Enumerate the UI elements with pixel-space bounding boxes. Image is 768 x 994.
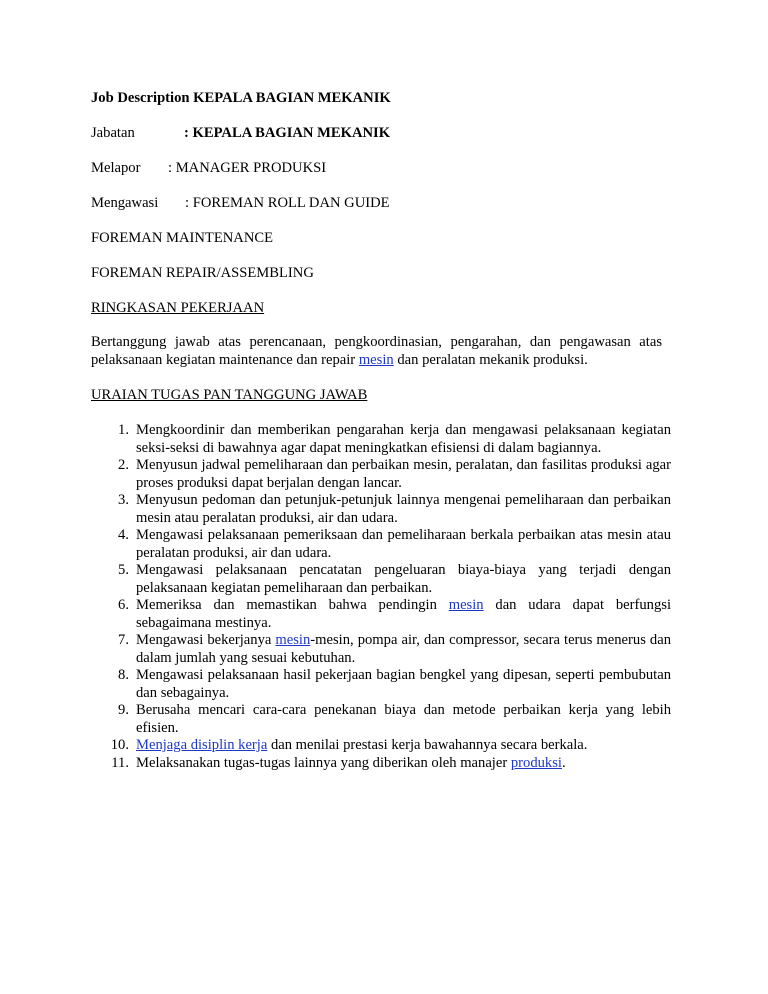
item-link-mesin[interactable]: mesin bbox=[275, 632, 311, 648]
field-jabatan-value: : KEPALA BAGIAN MEKANIK bbox=[184, 125, 391, 141]
item-text-end: dan udara dapat berfungsi sebagaimana mestinya. bbox=[136, 597, 672, 631]
item-text: Menyusun jadwal pemeliharaan dan perbaikan mesin, peralatan, dan fasilitas produksi agar proses produksi dapat berjalan dengan lancar. bbox=[136, 457, 671, 491]
item-number: 3. bbox=[118, 492, 129, 508]
extra-line-repair: FOREMAN REPAIR/ASSEMBLING bbox=[91, 265, 314, 281]
item-number: 4. bbox=[118, 527, 129, 543]
item-text-end: . bbox=[561, 754, 566, 771]
list-item bbox=[91, 755, 671, 773]
item-text: Menyusun pedoman dan petunjuk-petunjuk lainnya mengenai pemeliharaan dan perbaikan mesin atau peralatan produksi, air dan udara. bbox=[136, 492, 671, 526]
list-item bbox=[91, 457, 671, 492]
field-melapor bbox=[91, 160, 326, 178]
field-melapor-label: Melapor bbox=[91, 160, 141, 176]
extra-line-maintenance: FOREMAN MAINTENANCE bbox=[91, 230, 274, 246]
item-link-mesin[interactable]: mesin bbox=[448, 597, 484, 613]
item-number: 9. bbox=[118, 702, 129, 718]
duties-heading: URAIAN TUGAS PAN TANGGUNG JAWAB bbox=[91, 387, 368, 403]
item-text-end: dan menilai prestasi kerja bawahannya secara berkala. bbox=[267, 737, 588, 753]
item-text: Mengawasi bekerjanya bbox=[136, 632, 276, 648]
list-item bbox=[91, 492, 671, 527]
summary-text-end: dan peralatan mekanik produksi. bbox=[393, 351, 588, 368]
item-text: Memeriksa dan memastikan bahwa pendingin bbox=[136, 597, 449, 613]
summary-heading: RINGKASAN PEKERJAAN bbox=[91, 300, 265, 316]
item-text: Mengawasi pelaksanaan pencatatan pengeluaran biaya-biaya yang terjadi dengan pelaksanaan kegiatan pemeliharaan dan perbaikan. bbox=[136, 562, 671, 596]
list-item bbox=[91, 737, 671, 755]
item-text: Berusaha mencari cara-cara penekanan biaya dan metode perbaikan kerja yang lebih efisien. bbox=[136, 702, 671, 736]
item-text: Mengkoordinir dan memberikan pengarahan kerja dan mengawasi pelaksanaan kegiatan seksi-seksi di bawahnya agar dapat meningkatkan efisiensi di dalam bagiannya. bbox=[136, 422, 671, 456]
item-link-produksi[interactable]: produksi bbox=[510, 754, 562, 771]
item-number: 2. bbox=[118, 457, 129, 473]
duties-list bbox=[91, 422, 671, 772]
list-item bbox=[91, 562, 671, 597]
item-number: 11. bbox=[111, 754, 129, 771]
item-number: 8. bbox=[118, 667, 129, 683]
item-number: 5. bbox=[118, 562, 129, 578]
item-number: 7. bbox=[118, 632, 129, 648]
item-link-menjaga-disiplin-kerja[interactable]: Menjaga disiplin kerja bbox=[136, 737, 268, 753]
summary-link-mesin[interactable]: mesin bbox=[358, 351, 394, 368]
field-mengawasi bbox=[91, 195, 390, 213]
field-jabatan-label: Jabatan bbox=[91, 125, 135, 141]
field-melapor-value: : MANAGER PRODUKSI bbox=[168, 160, 327, 176]
item-number: 10. bbox=[110, 737, 129, 753]
item-number: 6. bbox=[118, 597, 129, 613]
document-title: Job Description KEPALA BAGIAN MEKANIK bbox=[91, 90, 391, 106]
item-text: Mengawasi pelaksanaan pemeriksaan dan pemeliharaan berkala perbaikan atas mesin atau peralatan produksi, air dan udara. bbox=[136, 527, 671, 561]
item-text-end: -mesin, pompa air, dan compressor, secara terus menerus dan dalam jumlah yang sesuai kebutuhan. bbox=[136, 632, 671, 666]
field-jabatan bbox=[91, 125, 390, 143]
field-mengawasi-value: : FOREMAN ROLL DAN GUIDE bbox=[185, 195, 390, 211]
list-item bbox=[91, 702, 671, 737]
list-item bbox=[91, 632, 671, 667]
list-item bbox=[91, 422, 671, 457]
item-number: 1. bbox=[118, 422, 129, 438]
item-text: Melaksanakan tugas-tugas lainnya yang diberikan oleh manajer bbox=[136, 754, 511, 771]
list-item bbox=[91, 527, 671, 562]
summary-text: Bertanggung jawab atas perencanaan, pengkoordinasian, pengarahan, dan pengawasan atas pelaksanaan kegiatan maintenance dan repair bbox=[91, 334, 662, 368]
list-item bbox=[91, 597, 671, 632]
list-item bbox=[91, 667, 671, 702]
summary-paragraph bbox=[91, 334, 662, 369]
item-text: Mengawasi pelaksanaan hasil pekerjaan bagian bengkel yang dipesan, seperti pembubutan dan sebagainya. bbox=[136, 667, 671, 701]
field-mengawasi-label: Mengawasi bbox=[91, 195, 159, 211]
